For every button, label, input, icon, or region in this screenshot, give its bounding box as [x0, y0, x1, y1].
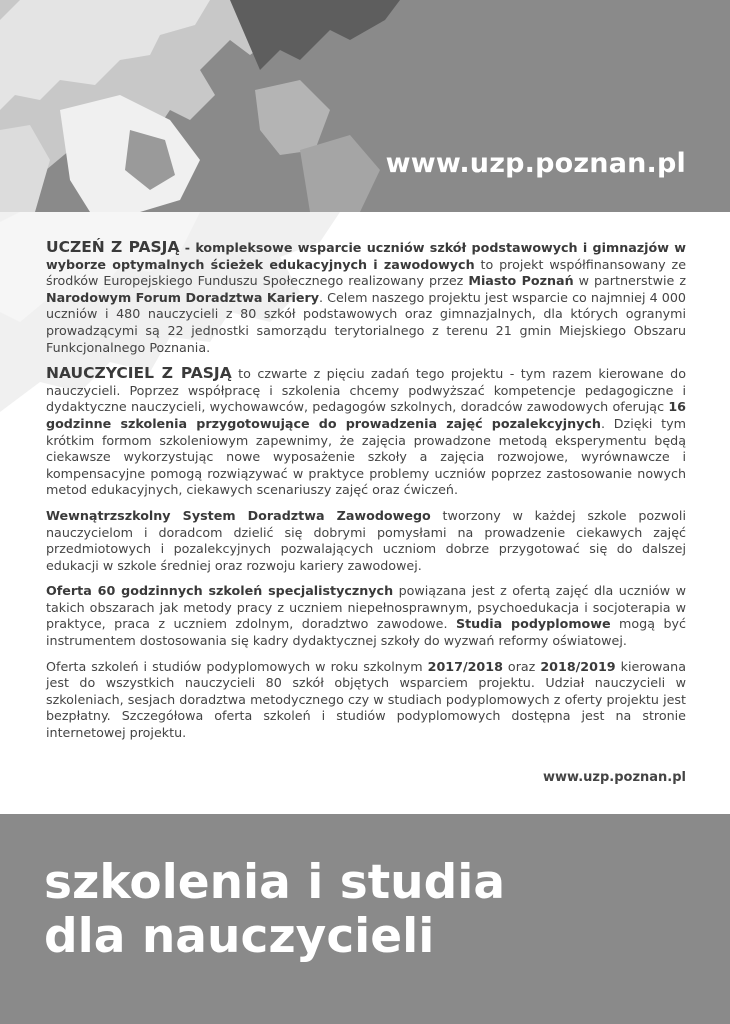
- article-body: [46, 239, 686, 751]
- system-text: tworzony w każdej szkole pozwoli nauczycielom i doradcom dzielić się dobrymi pomysłami na prowadzenie ciekawych zajęć przedmiotowych i pozalekcyjnych pozwalających uczniom dobrze przygotować się do dalszej edukacji w szkole średniej oraz rozwoju kariery zawodowej.: [46, 507, 686, 573]
- bottom-headline: [44, 856, 505, 964]
- years-text-2: oraz: [502, 658, 541, 674]
- intro-partner-1: Miasto Poznań: [468, 273, 574, 289]
- intro-paragraph: [46, 239, 686, 356]
- decorative-figure-graphic: [0, 0, 730, 212]
- bottom-headline-line-1: szkolenia i studia: [44, 855, 506, 910]
- header-website-url[interactable]: www.uzp.poznan.pl: [385, 148, 686, 179]
- offer-text-2: mogą być instrumentem dostosowania się kadry dydaktycznej szkoły do wyzwań reformy oświatowej.: [46, 616, 686, 649]
- teacher-paragraph: [46, 365, 686, 499]
- years-year-1: 2017/2018: [427, 658, 503, 674]
- intro-text-2: w partnerstwie z: [573, 273, 686, 289]
- offer-bold-1: Oferta 60 godzinnych szkoleń specjalistycznych: [46, 583, 394, 599]
- offer-text-1: powiązana jest z ofertą zajęć dla uczniów w takich obszarach jak metody pracy z uczniem niepełnosprawnym, psychoedukacja i socjoterapia w praktyce, praca z uczniem zdolnym, doradztwo zawodowe.: [46, 583, 687, 632]
- system-bold: Wewnątrzszkolny System Doradztwa Zawodowego: [46, 507, 431, 523]
- teacher-title: NAUCZYCIEL Z PASJĄ: [46, 364, 232, 383]
- years-paragraph: [46, 659, 686, 742]
- system-paragraph: [46, 508, 686, 574]
- intro-bold-lead: - kompleksowe wsparcie uczniów szkół podstawowych i gimnazjów w wyborze optymalnych ścieżek edukacyjnych i zawodowych: [46, 240, 687, 272]
- years-text-1: Oferta szkoleń i studiów podyplomowych w roku szkolnym: [46, 658, 428, 674]
- teacher-text-2: . Dzięki tym krótkim formom szkoleniowym zapewnimy, że zajęcia prowadzone metodą eksperymentu będą ciekawsze wykorzystując nowe wyposażenie szkoły a zajęcia rozwojowe, wyrównawcze i kompensacyjne pomogą rozwiązywać w praktyce problemy uczniów poprzez zastosowanie nowych metod edukacyjnych, ciekawych scenariuszy zajęć oraz ćwiczeń.: [46, 415, 687, 498]
- bottom-headline-line-2: dla nauczycieli: [44, 909, 435, 964]
- intro-text-3: . Celem naszego projektu jest wsparcie co najmniej 4 000 uczniów i 480 nauczycieli z 80 szkół podstawowych oraz gimnazjalnych, dla których ogranymi prowadzącymi są 22 jednostki samorządu terytorialnego z terenu 21 gmin Miejskiego Obszaru Funkcjonalnego Poznania.: [46, 289, 686, 355]
- intro-text-1: to projekt współfinansowany ze środków Europejskiego Funduszu Społecznego realizowany przez: [46, 256, 686, 289]
- years-text-3: kierowana jest do wszystkich nauczycieli 80 szkół objętych wsparciem projektu. Udział nauczycieli w szkoleniach, sesjach doradztwa metodycznego czy w studiach podyplomowych z oferty projektu jest bezpłatny. Szczegółowa oferta szkoleń i studiów podyplomowych dostępna jest na stronie internetowej projektu.: [46, 658, 686, 741]
- teacher-text-1: to czwarte z pięciu zadań tego projektu - tym razem kierowane do nauczycieli. Poprzez współpracę i szkolenia chcemy podwyższać kompetencje pedagogiczne i dydaktyczne nauczycieli, wychowawców, pedagogów szkolnych, doradców zawodowych oferując: [46, 366, 686, 415]
- offer-paragraph: [46, 583, 686, 649]
- intro-partner-2: Narodowym Forum Doradztwa Kariery: [46, 289, 319, 305]
- offer-bold-2: Studia podyplomowe: [455, 616, 611, 632]
- header-band: [0, 0, 730, 212]
- intro-title: UCZEŃ Z PASJĄ: [46, 238, 180, 256]
- footer-website-url[interactable]: www.uzp.poznan.pl: [543, 770, 686, 785]
- years-year-2: 2018/2019: [540, 658, 616, 674]
- teacher-bold-1: 16 godzinne szkolenia przygotowujące do prowadzenia zajęć pozalekcyjnych: [46, 399, 686, 431]
